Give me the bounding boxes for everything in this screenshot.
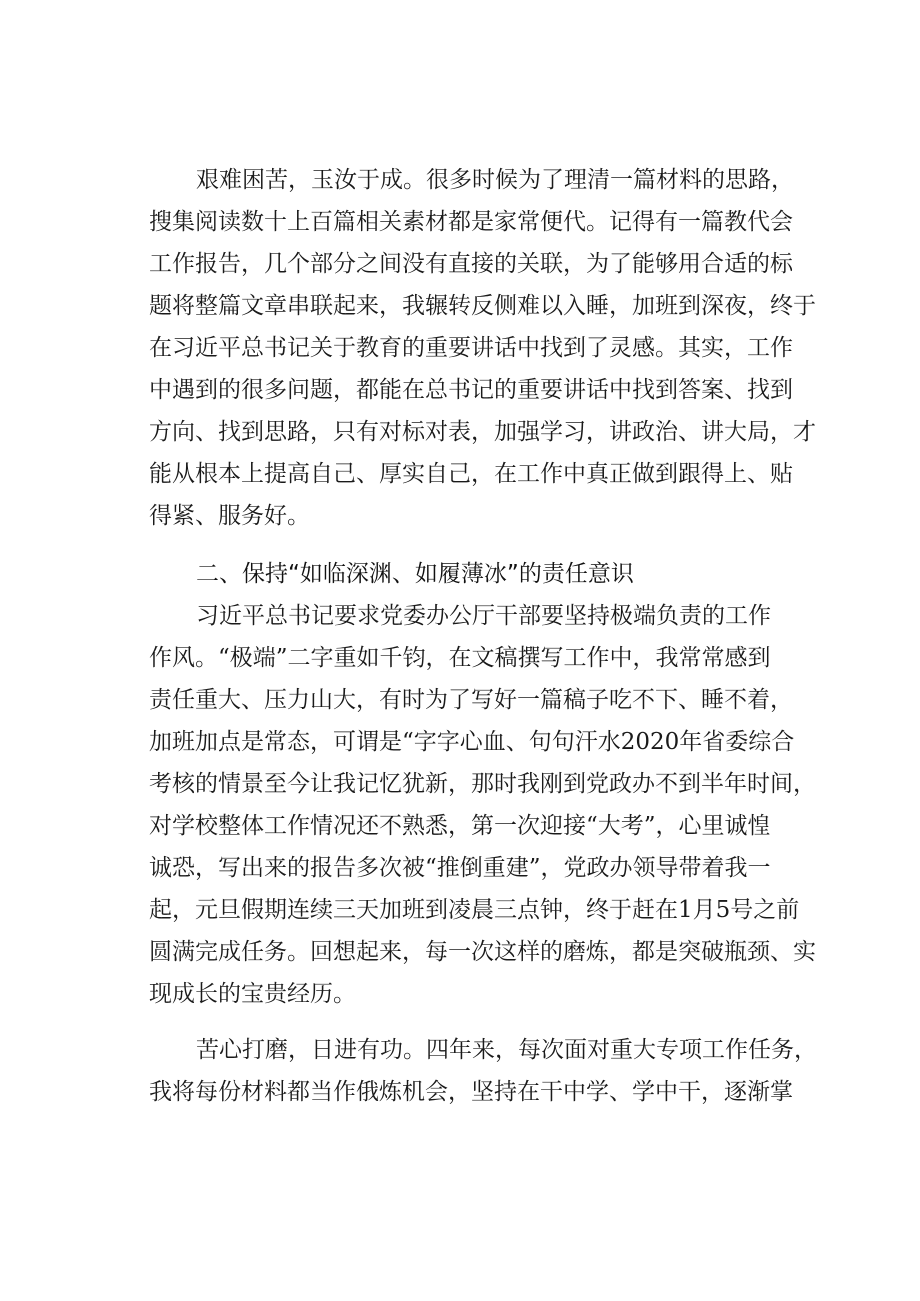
paragraph-3 xyxy=(149,1030,817,1120)
paragraph-line: 艰难困苦，玉汝于成。很多时候为了理清一篇材料的思路， xyxy=(196,167,794,193)
paragraph-line: 起，元旦假期连续三天加班到凌晨三点钟，终于赶在1月5号之前 xyxy=(149,897,800,923)
paragraph-line: 责任重大、压力山大，有时为了写好一篇稿子吃不下、睡不着， xyxy=(149,687,793,713)
paragraph-line: 现成长的宝贵经历。 xyxy=(149,981,356,1007)
paragraph-line: 我将每份材料都当作俄炼机会，坚持在干中学、学中干，逐渐掌 xyxy=(149,1079,793,1105)
paragraph-line: 加班加点是常态，可谓是“字字心血、句句汗水2020年省委综合 xyxy=(149,729,795,755)
paragraph-line: 对学校整体工作情况还不熟悉，第一次迎接“大考”，心里诚惶 xyxy=(149,813,771,839)
paragraph-1 xyxy=(149,160,816,540)
paragraph-line: 在习近平总书记关于教育的重要讲话中找到了灵感。其实，工作 xyxy=(149,335,793,361)
paragraph-line: 圆满完成任务。回想起来，每一次这样的磨炼，都是突破瓶颈、实 xyxy=(149,939,816,965)
paragraph-line: 考核的情景至今让我记忆犹新，那时我刚到党政办不到半年时间， xyxy=(149,771,816,797)
paragraph-line: 习近平总书记要求党委办公厅干部要坚持极端负责的工作 xyxy=(196,603,771,629)
paragraph-line: 方向、找到思路，只有对标对表，加强学习，讲政治、讲大局，才 xyxy=(149,419,816,445)
paragraph-line: 作风。“极端”二字重如千钧，在文稿撰写工作中，我常常感到 xyxy=(149,645,771,671)
paragraph-line: 诚恐，写出来的报告多次被“推倒重建”，党政办领导带着我一 xyxy=(149,855,771,881)
paragraph-line: 搜集阅读数十上百篇相关素材都是家常便代。记得有一篇教代会 xyxy=(149,209,793,235)
paragraph-line: 得紧、服务好。 xyxy=(149,503,310,529)
paragraph-line: 中遇到的很多问题，都能在总书记的重要讲话中找到答案、找到 xyxy=(149,377,793,403)
paragraph-line: 题将整篇文章串联起来，我辗转反侧难以入睡，加班到深夜，终于 xyxy=(149,293,816,319)
paragraph-line: 工作报告，几个部分之间没有直接的关联，为了能够用合适的标 xyxy=(149,251,793,277)
paragraph-line: 苦心打磨，日进有功。四年来，每次面对重大专项工作任务， xyxy=(196,1037,817,1063)
paragraph-2 xyxy=(149,596,816,1026)
paragraph-line: 能从根本上提高自己、厚实自己，在工作中真正做到跟得上、贴 xyxy=(149,461,793,487)
section-heading: 二、保持“如临深渊、如履薄冰”的责任意识 xyxy=(196,561,634,587)
